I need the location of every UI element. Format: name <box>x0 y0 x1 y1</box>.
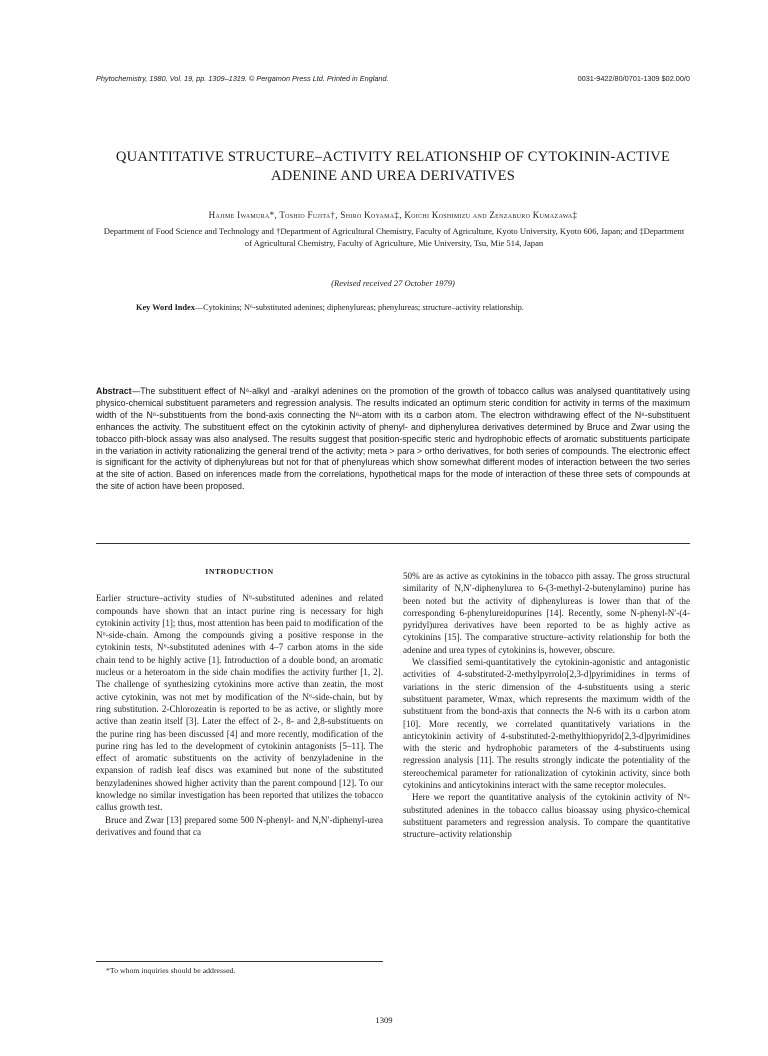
author-list: Hajime Iwamura*, Toshio Fujita†, Shiro Koyama‡, Koichi Koshimizu and Zenzaburo Kumazawa‡ <box>208 210 578 220</box>
left-column <box>96 566 383 838</box>
abstract <box>96 386 690 493</box>
running-head <box>96 74 690 83</box>
section-heading: INTRODUCTION <box>205 567 274 576</box>
paragraph: 50% are as active as cytokinins in the tobacco pith assay. The gross structural similarity of N,N′-diphenylurea to 6-(3-methyl-2-butenylamino) purine has been noted but the activity of diphenylureas is lower than that of the corresponding 6-phenylureidopurines [14]. Recently, some N-phenyl-N′-(4-pyridyl)urea derivatives have been reported to be as highly active as cytokinins [15]. The comparative structure–activity relationship for both the adenine and urea types of cytokinins is, however, obscure. <box>403 571 690 655</box>
abstract-text: —The substituent effect of N⁶-alkyl and -aralkyl adenines on the promotion of the growth of tobacco callus was analysed quantitatively using physico-chemical substituent parameters and regression analysis. The results indicated an optimum steric condition for activity in terms of the maximum width of the N⁶-substituents from the bond-axis connecting the N⁶-atom with its α carbon atom. The electron withdrawing effect of the N⁶-substituent enhances the activity. The substituent effect on the cytokinin activity of phenyl- and diphenylurea derivatives determined by Bruce and Zwar using the tobacco pith-block assay was also analysed. The results suggest that position-specific steric and hydrophobic effects of aromatic substituents participate in the variation in activity rationalizing the general trend of the activity; meta > para > ortho derivatives, for both series of compounds. The electronic effect is significant for the activity of diphenylureas but not for that of phenylureas which show somewhat different modes of interaction between the two series at the site of action. Based on inferences made from the correlations, hypothetical maps for the mode of interaction of these three sets of compounds at the site of action have been proposed. <box>96 386 690 492</box>
section-divider <box>96 543 690 544</box>
right-column <box>403 570 690 841</box>
paragraph: Bruce and Zwar [13] prepared some 500 N-phenyl- and N,N′-diphenyl-urea derivatives and found that ca <box>96 814 383 837</box>
paragraph: We classified semi-quantitatively the cytokinin-agonistic and antagonistic activities of 4-substituted-2-methylpyrrolo[2,3-d]pyrimidines in terms of variations in the steric dimension of the 4-substituents using a steric substituent parameter, Wmax, which represents the maximum width of the substituent from the bond-axis that connects the N-6 with its α carbon atom [10]. More recently, we correlated quantitatively variations in the anticytokinin activity of 4-substituted-2-methylthiopyrido[2,3-d]pyrimidines with the steric and hydrophobic parameters of the 4-substituents using regression analysis [11]. The results strongly indicate the potentiality of the stereochemical parameter for rationalization of cytokinin activity, since both cytokinins and anticytokinins interact with the same receptor molecules. <box>403 657 690 791</box>
paragraph: Earlier structure–activity studies of N⁶-substituted adenines and related compounds have shown that an intact purine ring is necessary for high cytokinin activity [1]; thus, most attention has been paid to modification of the N⁶-side-chain. Among the compounds giving a positive response in the cytokinin tests, N⁶-substituted adenines with 4–7 carbon atoms in the side chain tend to be highly active [1]. Introduction of a double bond, an aromatic nucleus or a heteroatom in the side chain modifies the activity further [1, 2]. The challenge of synthesizing cytokinins more active than zeatin, the most active cytokinin, was not met by modification of the N⁶-side-chain, but by ring substitution. 2-Chlorozeatin is reported to be as active, or slightly more active than zeatin itself [3]. Later the effect of 2-, 8- and 2,8-substituents on the purine ring has been discussed [4] and more recently, modification of the purine ring has led to the development of cytokinin antagonists [5–11]. The effect of aromatic substituents on the activity of benzyladenine in the expansion of radish leaf discs was examined but none of the substituted benzyladenines showed higher activity than the parent compound [12]. To our knowledge no similar investigation has been reported that utilizes the tobacco callus growth test. <box>96 593 383 813</box>
page-number: 1309 <box>375 1015 393 1025</box>
footnote-divider <box>96 961 383 962</box>
affiliations: Department of Food Science and Technology and †Department of Agricultural Chemistry, Faculty of Agriculture, Kyoto University, Kyoto 606, Japan; and ‡Department of Agricultural Chemistry, Faculty of Agriculture, Mie University, Tsu, Mie 514, Japan <box>103 226 685 248</box>
footnote: *To whom inquiries should be addressed. <box>106 966 236 975</box>
keyword-index <box>136 302 654 313</box>
paragraph: Here we report the quantitative analysis of the cytokinin activity of N⁶-substituted adenines in the tobacco callus bioassay using physico-chemical substituent parameters and regression analysis. To compare the quantitative structure–activity relationship <box>403 792 690 840</box>
article-title: QUANTITATIVE STRUCTURE–ACTIVITY RELATIONSHIP OF CYTOKININ-ACTIVE ADENINE AND UREA DERIVATIVES <box>115 149 671 184</box>
journal-citation: Phytochemistry, 1980, Vol. 19, pp. 1309–1319. © Pergamon Press Ltd. Printed in England. <box>96 74 389 83</box>
article-code: 0031-9422/80/0701-1309 $02.00/0 <box>577 74 690 83</box>
keyword-label: Key Word Index <box>136 303 195 312</box>
keyword-text: —Cytokinins; N⁶-substituted adenines; diphenylureas; phenylureas; structure–activity relationship. <box>194 303 524 312</box>
revised-date: (Revised received 27 October 1979) <box>331 278 455 288</box>
abstract-label: Abstract <box>96 386 132 396</box>
